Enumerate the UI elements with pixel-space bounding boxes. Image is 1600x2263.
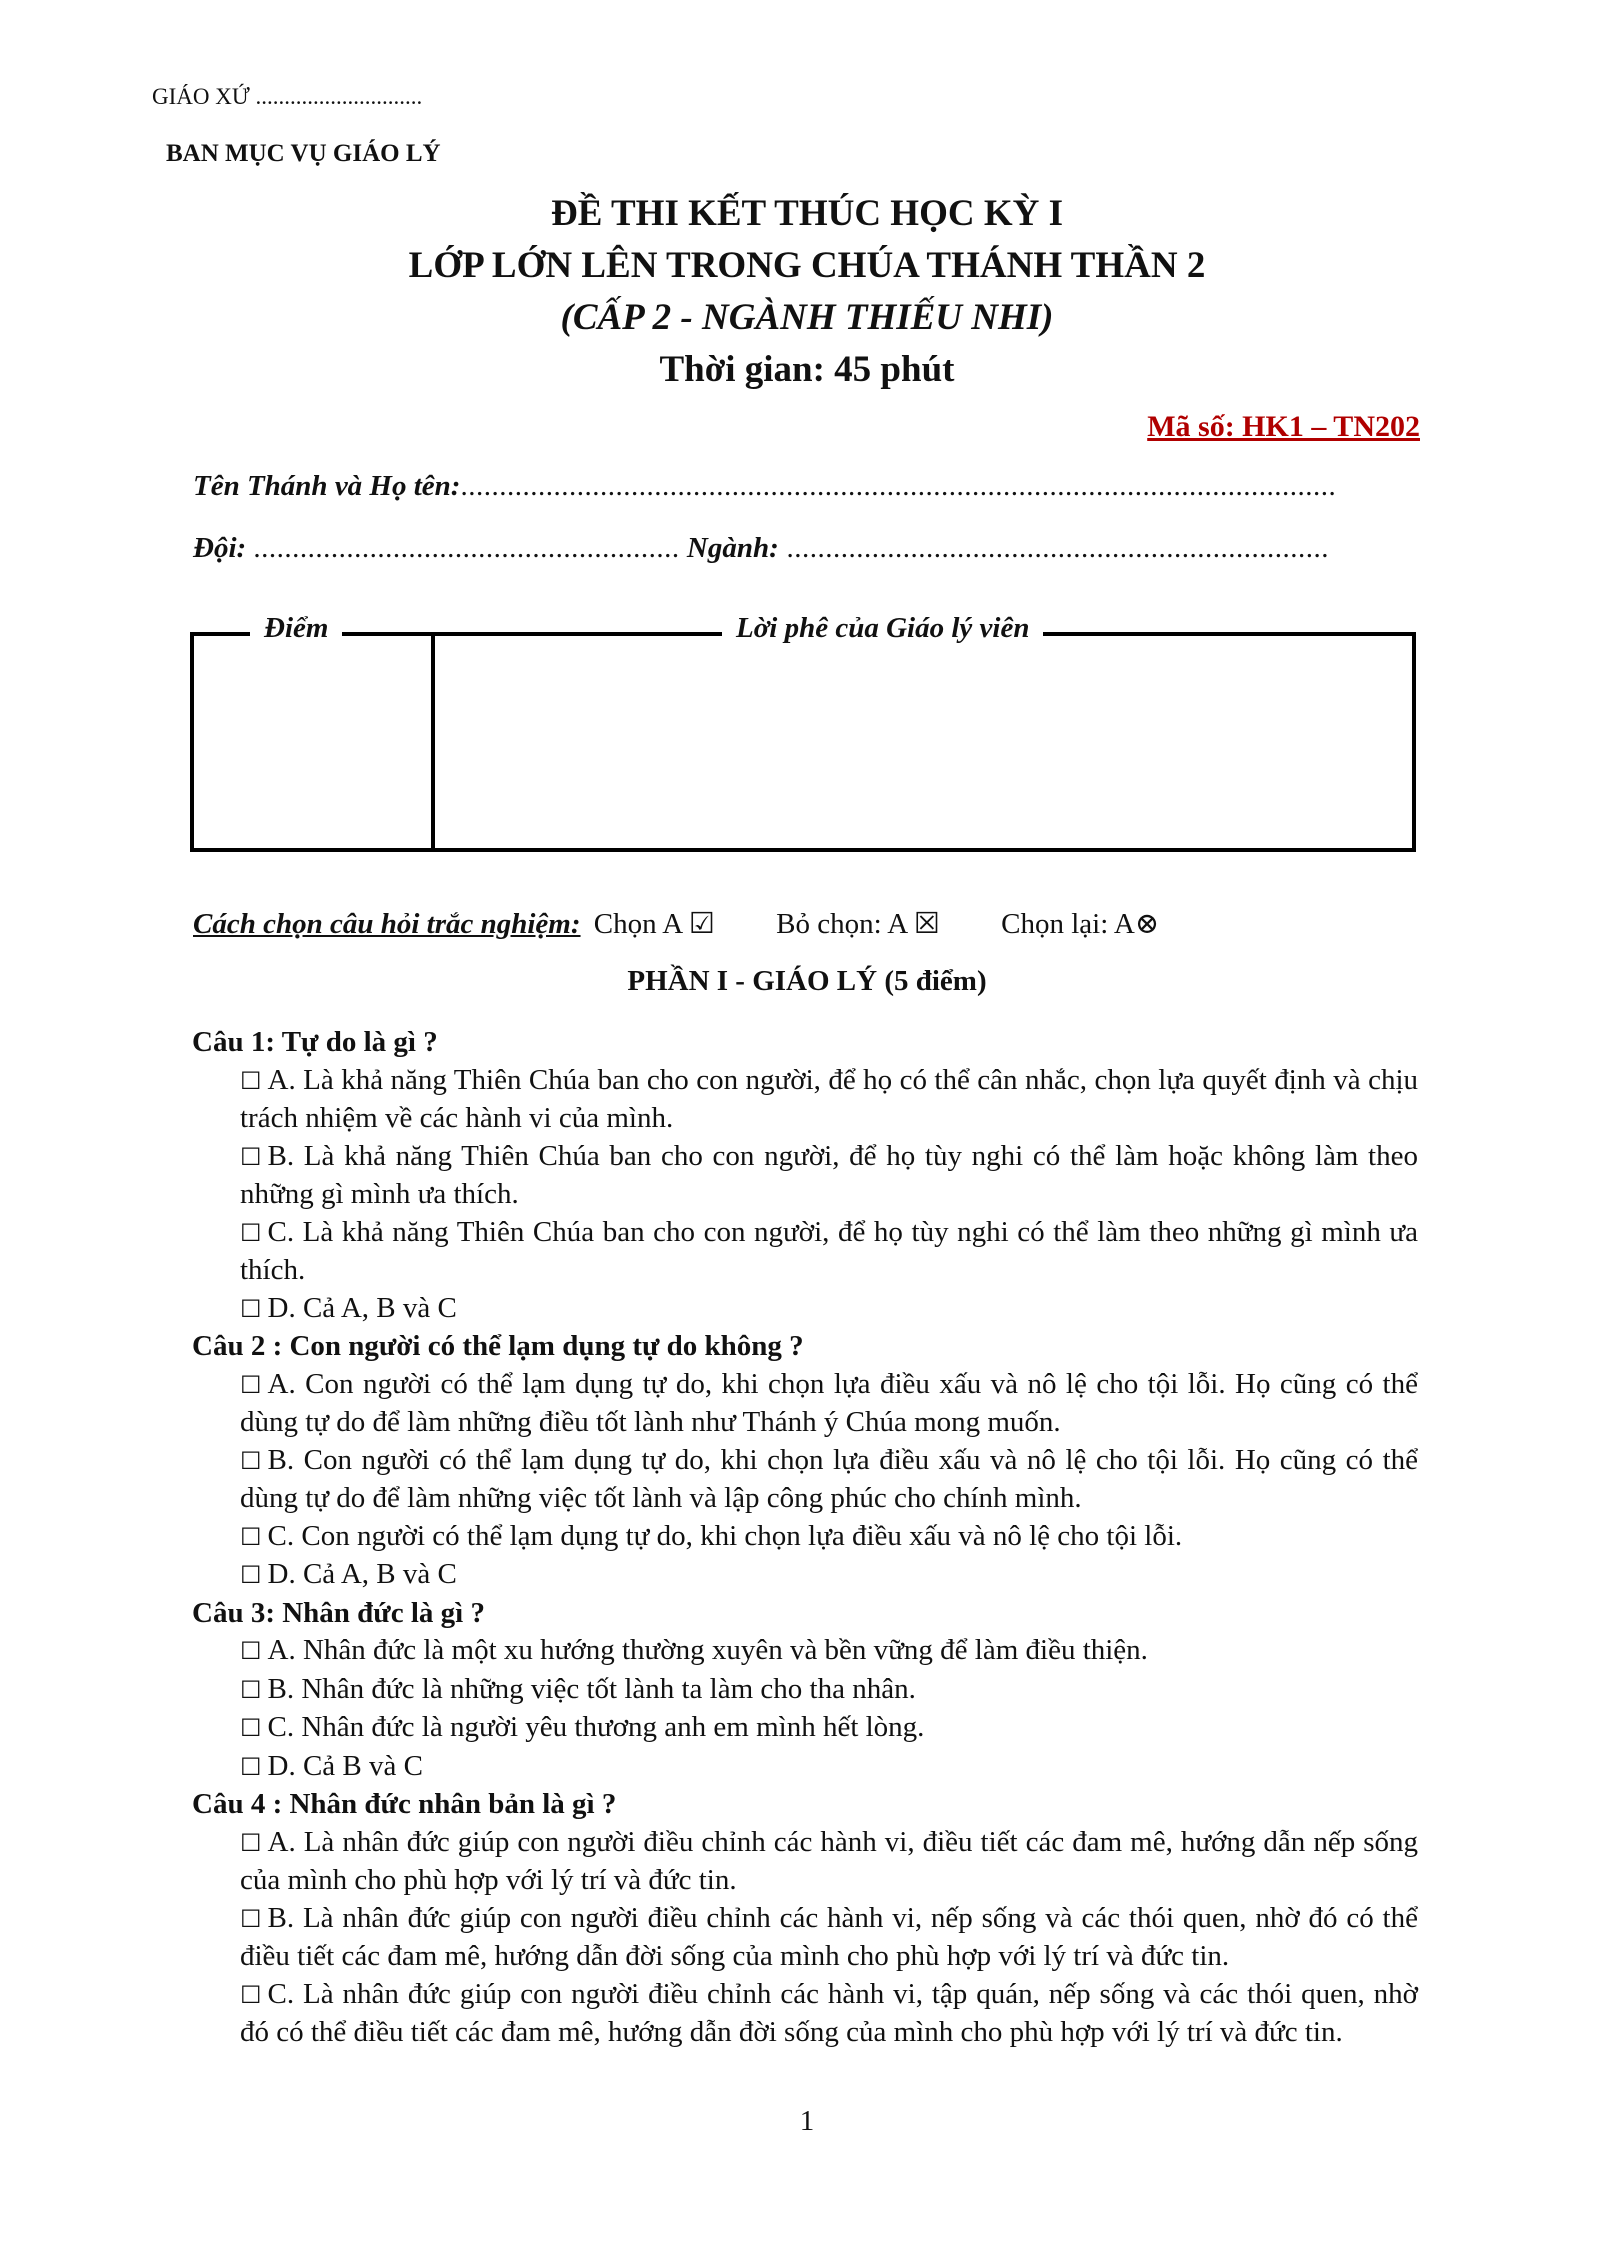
answer-text: D. Cả A, B và C [267, 1558, 457, 1590]
answer-option[interactable] [192, 1632, 1418, 1671]
part-title: PHẦN I - GIÁO LÝ (5 điểm) [627, 965, 987, 997]
answer-instructions [193, 906, 1159, 941]
parish-line: GIÁO XỨ ............................. [152, 84, 423, 109]
answer-text: A. Nhân đức là một xu hướng thường xuyên và bền vững để làm điều thiện. [267, 1634, 1148, 1666]
team-dots: ....................................................... [253, 532, 680, 564]
question-list [192, 1024, 1418, 2052]
duration: Thời gian: 45 phút [659, 349, 955, 390]
score-comment-box [190, 632, 1416, 852]
question-2: Câu 2 : Con người có thể lạm dụng tự do không ? [192, 1330, 804, 1362]
answer-option[interactable] [192, 1138, 1418, 1214]
checkbox-icon[interactable]: ☐ [240, 1714, 262, 1742]
checkbox-icon[interactable]: ☐ [240, 1446, 262, 1475]
answer-option[interactable] [192, 1556, 1418, 1595]
name-field[interactable] [193, 470, 1336, 503]
instructions-key: Cách chọn câu hỏi trắc nghiệm: [193, 908, 581, 940]
question-1: Câu 1: Tự do là gì ? [192, 1026, 438, 1058]
exam-code: Mã số: HK1 – TN202 [1147, 410, 1420, 443]
answer-option[interactable] [192, 1709, 1418, 1748]
checkbox-icon[interactable]: ☐ [240, 1561, 262, 1589]
question-3: Câu 3: Nhân đức là gì ? [192, 1596, 485, 1629]
page-number: 1 [799, 2105, 815, 2137]
answer-option[interactable] [192, 1824, 1418, 1900]
answer-text: A. Là nhân đức giúp con người điều chỉnh các hành vi, điều tiết các đam mê, hướng dẫn nếp sống của mình cho phù hợp với lý trí và đức tin. [240, 1825, 1418, 1896]
question-4: Câu 4 : Nhân đức nhân bản là gì ? [192, 1788, 617, 1820]
answer-text: D. Cả A, B và C [267, 1291, 457, 1324]
branch-dots: ...................................................................... [778, 532, 1330, 564]
class-title: LỚP LỚN LÊN TRONG CHÚA THÁNH THẦN 2 [408, 245, 1206, 286]
score-label: Điểm [250, 612, 342, 645]
answer-text: C. Là nhân đức giúp con người điều chỉnh các hành vi, tập quán, nếp sống và các thói quen, nhờ đó có thể điều tiết các đam mê, hướng dẫn đời sống của mình cho phù hợp với lý trí và đức tin. [240, 1977, 1418, 2048]
answer-option[interactable] [192, 1518, 1418, 1557]
exam-title: ĐỀ THI KẾT THÚC HỌC KỲ I [551, 193, 1063, 234]
branch-label: Ngành: [686, 532, 779, 564]
answer-option[interactable] [192, 1062, 1418, 1138]
answer-text: B. Con người có thể lạm dụng tự do, khi chọn lựa điều xấu và nô lệ cho tội lỗi. Họ cũng có thể dùng tự do để làm những việc tốt lành và lập công phúc cho chính mình. [240, 1443, 1418, 1514]
checkbox-icon[interactable]: ☐ [240, 1980, 262, 2009]
team-branch-field[interactable] [193, 532, 1329, 565]
checkbox-icon[interactable]: ☐ [240, 1828, 262, 1857]
answer-option[interactable] [192, 1671, 1418, 1710]
answer-text: C. Là khả năng Thiên Chúa ban cho con người, để họ tùy nghi có thể làm theo những gì mình ưa thích. [240, 1215, 1418, 1286]
answer-option[interactable] [192, 1290, 1418, 1329]
answer-text: B. Nhân đức là những việc tốt lành ta làm cho tha nhân. [267, 1672, 916, 1705]
answer-text: C. Con người có thể lạm dụng tự do, khi chọn lựa điều xấu và nô lệ cho tội lỗi. [267, 1519, 1183, 1552]
checkbox-icon[interactable]: ☐ [240, 1637, 262, 1665]
checkbox-icon[interactable]: ☐ [240, 1370, 262, 1399]
checkbox-icon[interactable]: ☐ [240, 1675, 262, 1704]
checkbox-icon[interactable]: ☐ [240, 1522, 262, 1551]
answer-option[interactable] [192, 1366, 1418, 1442]
team-label: Đội: [193, 532, 247, 564]
checkbox-icon[interactable]: ☐ [240, 1218, 262, 1247]
answer-text: A. Là khả năng Thiên Chúa ban cho con người, để họ có thể cân nhắc, chọn lựa quyết định và chịu trách nhiệm về các hành vi của mình. [240, 1063, 1418, 1134]
answer-text: B. Là nhân đức giúp con người điều chỉnh các hành vi, nếp sống và các thói quen, nhờ đó có thể điều tiết các đam mê, hướng dẫn đời sống của mình cho phù hợp với lý trí và đức tin. [240, 1901, 1418, 1972]
answer-text: D. Cả B và C [267, 1749, 423, 1782]
checkbox-icon[interactable]: ☐ [240, 1752, 262, 1781]
checkbox-icon[interactable]: ☐ [240, 1904, 262, 1933]
answer-option[interactable] [192, 1214, 1418, 1290]
choose-instruction: Chọn A ☑ [593, 908, 715, 940]
checkbox-icon[interactable]: ☐ [240, 1142, 262, 1171]
comment-label: Lời phê của Giáo lý viên [722, 612, 1043, 645]
level-subtitle: (CẤP 2 - NGÀNH THIẾU NHI) [560, 297, 1054, 338]
answer-text: A. Con người có thể lạm dụng tự do, khi chọn lựa điều xấu và nô lệ cho tội lỗi. Họ cũng có thể dùng tự do để làm những điều tốt lành như Thánh ý Chúa mong muốn. [240, 1367, 1418, 1438]
board-name: BAN MỤC VỤ GIÁO LÝ [166, 140, 441, 167]
checkbox-icon[interactable]: ☐ [240, 1066, 262, 1095]
answer-text: C. Nhân đức là người yêu thương anh em mình hết lòng. [267, 1711, 925, 1743]
rechoose-instruction: Chọn lại: A⊗ [1001, 908, 1160, 940]
answer-option[interactable] [192, 1748, 1418, 1787]
answer-option[interactable] [192, 1976, 1418, 2052]
checkbox-icon[interactable]: ☐ [240, 1294, 262, 1323]
name-dots: ................................................................................................................. [460, 470, 1337, 502]
unchoose-instruction: Bỏ chọn: A ☒ [776, 908, 940, 940]
answer-text: B. Là khả năng Thiên Chúa ban cho con người, để họ tùy nghi có thể làm hoặc không làm theo những gì mình ưa thích. [240, 1139, 1418, 1210]
answer-option[interactable] [192, 1442, 1418, 1518]
answer-option[interactable] [192, 1900, 1418, 1976]
box-divider [431, 632, 435, 852]
name-label: Tên Thánh và Họ tên: [193, 470, 461, 502]
